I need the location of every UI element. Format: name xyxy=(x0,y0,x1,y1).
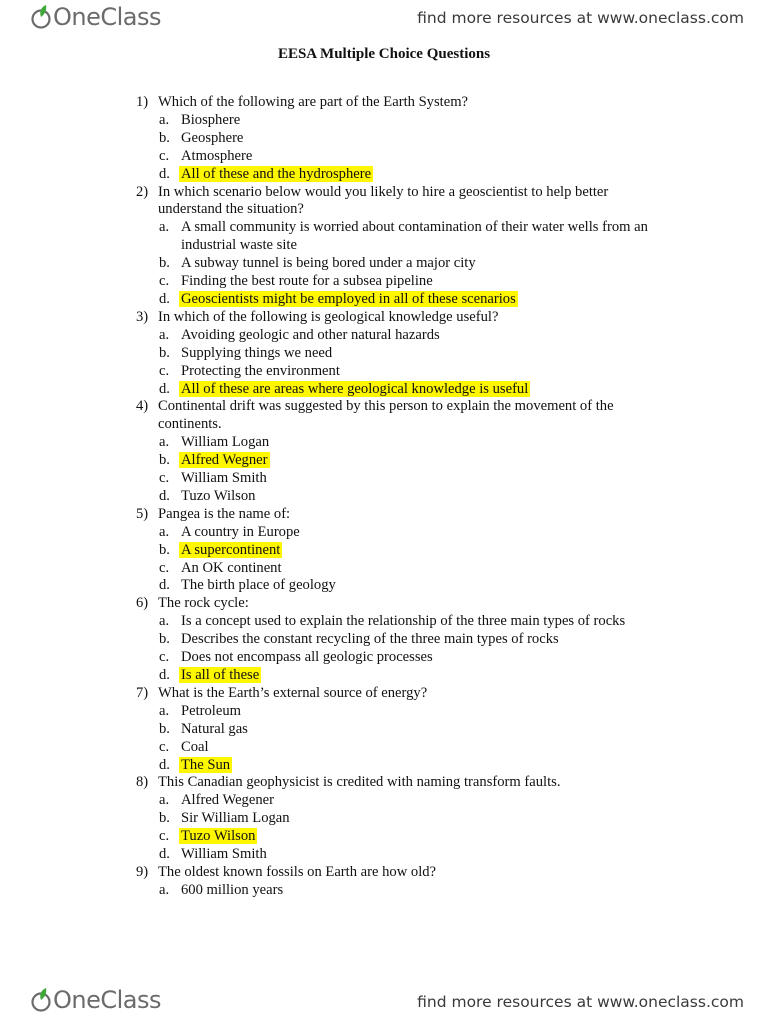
option-text: Sir William Logan xyxy=(181,810,290,827)
option-letter: d. xyxy=(159,290,170,307)
highlighted-answer: A supercontinent xyxy=(181,541,281,558)
question-number: 6) xyxy=(136,595,149,612)
option-letter: d. xyxy=(159,667,170,683)
option-letter: b. xyxy=(159,255,170,272)
question-2 xyxy=(136,184,656,220)
answer-option xyxy=(136,130,656,148)
option-text: Finding the best route for a subsea pipeline xyxy=(181,273,433,290)
question-list xyxy=(136,94,656,900)
answer-option xyxy=(136,363,656,381)
answer-option xyxy=(136,434,656,452)
answer-option xyxy=(136,721,656,739)
question-3 xyxy=(136,309,656,327)
option-letter: b. xyxy=(159,541,170,558)
option-text: An OK continent xyxy=(181,559,282,576)
option-text: Atmosphere xyxy=(181,147,253,164)
oneclass-leaf-icon xyxy=(30,4,52,30)
highlighted-answer: Tuzo Wilson xyxy=(181,828,256,845)
answer-option xyxy=(136,667,656,685)
answer-option xyxy=(136,381,656,399)
answer-option xyxy=(136,828,656,846)
option-text: Coal xyxy=(181,738,209,755)
answer-option xyxy=(136,631,656,649)
question-text: This Canadian geophysicist is credited with naming transform faults. xyxy=(158,774,561,791)
option-letter: a. xyxy=(159,702,170,719)
question-number: 3) xyxy=(136,308,149,325)
option-letter: c. xyxy=(159,828,170,845)
option-letter: c. xyxy=(159,649,170,666)
footer-tagline: find more resources at www.oneclass.com xyxy=(417,993,744,1011)
option-letter: c. xyxy=(159,273,170,290)
option-text: Describes the constant recycling of the three main types of rocks xyxy=(181,631,559,648)
question-8 xyxy=(136,774,656,792)
answer-option xyxy=(136,577,656,595)
option-text: A small community is worried about contamination of their water wells from an industrial waste site xyxy=(181,219,648,254)
answer-option xyxy=(136,345,656,363)
option-letter: b. xyxy=(159,631,170,648)
option-text: The birth place of geology xyxy=(181,577,336,594)
option-letter: d. xyxy=(159,487,170,504)
answer-option xyxy=(136,739,656,757)
answer-option xyxy=(136,219,656,255)
answer-option xyxy=(136,613,656,631)
highlighted-answer: All of these are areas where geological knowledge is useful xyxy=(181,380,529,397)
option-text: Petroleum xyxy=(181,702,241,719)
option-letter: a. xyxy=(159,111,170,128)
answer-option xyxy=(136,882,656,900)
option-letter: b. xyxy=(159,810,170,827)
question-text: The oldest known fossils on Earth are how old? xyxy=(158,863,437,880)
brand-name: OneClass xyxy=(53,3,162,31)
question-text: Pangea is the name of: xyxy=(158,505,291,522)
option-text: Does not encompass all geologic processes xyxy=(181,649,433,666)
question-number: 4) xyxy=(136,398,149,415)
option-text: Supplying things we need xyxy=(181,344,333,361)
answer-option xyxy=(136,470,656,488)
option-text: Alfred Wegener xyxy=(181,792,274,809)
option-letter: d. xyxy=(159,756,170,773)
answer-option xyxy=(136,273,656,291)
option-text: William Smith xyxy=(181,470,267,487)
option-letter: c. xyxy=(159,470,170,487)
option-text: Avoiding geologic and other natural hazards xyxy=(181,326,440,343)
highlighted-answer: All of these and the hydrosphere xyxy=(181,165,372,182)
option-letter: a. xyxy=(159,326,170,343)
option-letter: d. xyxy=(159,577,170,594)
option-text: William Smith xyxy=(181,846,267,863)
answer-option xyxy=(136,649,656,667)
answer-option xyxy=(136,703,656,721)
question-number: 1) xyxy=(136,94,149,110)
header-tagline: find more resources at www.oneclass.com xyxy=(417,9,744,27)
question-number: 5) xyxy=(136,505,149,522)
option-letter: b. xyxy=(159,452,170,469)
option-letter: a. xyxy=(159,434,170,451)
question-4 xyxy=(136,398,656,434)
question-1 xyxy=(136,94,656,112)
answer-option xyxy=(136,148,656,166)
option-letter: a. xyxy=(159,613,170,630)
oneclass-logo-footer xyxy=(30,986,161,1014)
question-number: 7) xyxy=(136,684,149,701)
option-text: A country in Europe xyxy=(181,523,300,540)
question-text: Continental drift was suggested by this person to explain the movement of the continents. xyxy=(158,398,614,433)
oneclass-logo-header xyxy=(30,3,161,31)
answer-option xyxy=(136,810,656,828)
answer-option xyxy=(136,524,656,542)
option-text: William Logan xyxy=(181,434,270,451)
answer-option xyxy=(136,166,656,184)
answer-option xyxy=(136,255,656,273)
answer-option xyxy=(136,757,656,775)
answer-option xyxy=(136,488,656,506)
answer-option xyxy=(136,560,656,578)
option-letter: a. xyxy=(159,523,170,540)
option-text: Geosphere xyxy=(181,129,244,146)
option-letter: c. xyxy=(159,738,170,755)
answer-option xyxy=(136,846,656,864)
question-7 xyxy=(136,685,656,703)
highlighted-answer: Alfred Wegner xyxy=(181,452,268,469)
option-letter: a. xyxy=(159,792,170,809)
option-text: Natural gas xyxy=(181,720,248,737)
option-letter: d. xyxy=(159,165,170,182)
answer-option xyxy=(136,452,656,470)
answer-option xyxy=(136,542,656,560)
option-text: Is a concept used to explain the relationship of the three main types of rocks xyxy=(181,613,626,630)
option-letter: d. xyxy=(159,846,170,863)
option-letter: b. xyxy=(159,344,170,361)
option-letter: c. xyxy=(159,147,170,164)
question-text: Which of the following are part of the Earth System? xyxy=(158,94,469,110)
question-text: In which of the following is geological knowledge useful? xyxy=(158,308,499,325)
question-number: 8) xyxy=(136,774,149,791)
answer-option xyxy=(136,327,656,345)
question-number: 2) xyxy=(136,183,149,200)
question-6 xyxy=(136,595,656,613)
option-text: A subway tunnel is being bored under a major city xyxy=(181,255,476,272)
option-letter: c. xyxy=(159,559,170,576)
answer-option xyxy=(136,112,656,130)
option-letter: c. xyxy=(159,362,170,379)
question-text: In which scenario below would you likely to hire a geoscientist to help better understand the situation? xyxy=(158,183,609,218)
option-text: 600 million years xyxy=(181,881,284,898)
highlighted-answer: The Sun xyxy=(181,756,231,773)
question-text: The rock cycle: xyxy=(158,595,249,612)
question-number: 9) xyxy=(136,863,149,880)
brand-name: OneClass xyxy=(53,986,162,1014)
answer-option xyxy=(136,291,656,309)
option-text: Protecting the environment xyxy=(181,362,340,379)
option-letter: d. xyxy=(159,380,170,397)
option-text: Biosphere xyxy=(181,111,241,128)
document-title: EESA Multiple Choice Questions xyxy=(277,46,491,62)
question-text: What is the Earth’s external source of energy? xyxy=(158,684,428,701)
question-5 xyxy=(136,506,656,524)
answer-option xyxy=(136,792,656,810)
option-letter: a. xyxy=(159,219,170,236)
option-letter: b. xyxy=(159,129,170,146)
highlighted-answer: Is all of these xyxy=(181,667,260,683)
option-text: Tuzo Wilson xyxy=(181,487,256,504)
option-letter: a. xyxy=(159,881,170,898)
highlighted-answer: Geoscientists might be employed in all of these scenarios xyxy=(181,290,516,307)
oneclass-leaf-icon xyxy=(30,987,52,1013)
option-letter: b. xyxy=(159,720,170,737)
question-9 xyxy=(136,864,656,882)
